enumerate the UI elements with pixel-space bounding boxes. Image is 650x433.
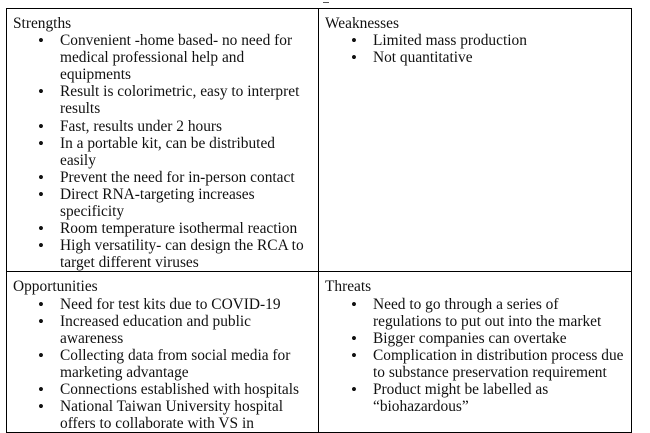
threats-list	[325, 296, 625, 416]
weaknesses-list	[325, 32, 625, 66]
list-item: • High versatility- can design the RCA to target different viruses	[13, 237, 312, 271]
list-item: • Bigger companies can overtake	[325, 330, 625, 347]
strengths-cell	[7, 9, 319, 272]
list-item: • Need for test kits due to COVID-19	[13, 296, 312, 313]
list-item: • Direct RNA-targeting increases specificity	[13, 186, 312, 220]
list-item: • Complication in distribution process due to substance preservation requirement	[325, 347, 625, 381]
list-item: • Connections established with hospitals	[13, 381, 312, 398]
opportunities-list	[13, 296, 312, 433]
threats-cell	[319, 272, 632, 433]
cropped-mark	[323, 0, 329, 3]
strengths-list	[13, 32, 312, 271]
list-item: • Product might be labelled as “biohazardous”	[325, 381, 625, 415]
swot-row-bottom	[7, 272, 632, 433]
opportunities-cell	[7, 272, 319, 433]
list-item: • Fast, results under 2 hours	[13, 118, 312, 135]
swot-row-top	[7, 9, 632, 272]
page-top-edge	[0, 0, 650, 4]
list-item: • Prevent the need for in-person contact	[13, 169, 312, 186]
list-item: • In a portable kit, can be distributed easily	[13, 135, 312, 169]
strengths-title: Strengths	[13, 15, 72, 32]
weaknesses-cell	[319, 9, 632, 272]
list-item: • Need to go through a series of regulations to put out into the market	[325, 296, 625, 330]
list-item: • Limited mass production	[325, 32, 625, 49]
weaknesses-title: Weaknesses	[325, 15, 399, 32]
list-item: • Not quantitative	[325, 49, 625, 66]
swot-table	[6, 8, 632, 433]
list-item: • National Taiwan University hospital offers to collaborate with VS in	[13, 398, 312, 432]
list-item: • Collecting data from social media for marketing advantage	[13, 347, 312, 381]
list-item: • Convenient -home based- no need for medical professional help and equipments	[13, 32, 312, 83]
threats-title: Threats	[325, 278, 372, 296]
list-item: • Result is colorimetric, easy to interpret results	[13, 83, 312, 117]
opportunities-title: Opportunities	[13, 278, 98, 296]
list-item: • Room temperature isothermal reaction	[13, 220, 312, 237]
list-item: • Increased education and public awareness	[13, 313, 312, 347]
